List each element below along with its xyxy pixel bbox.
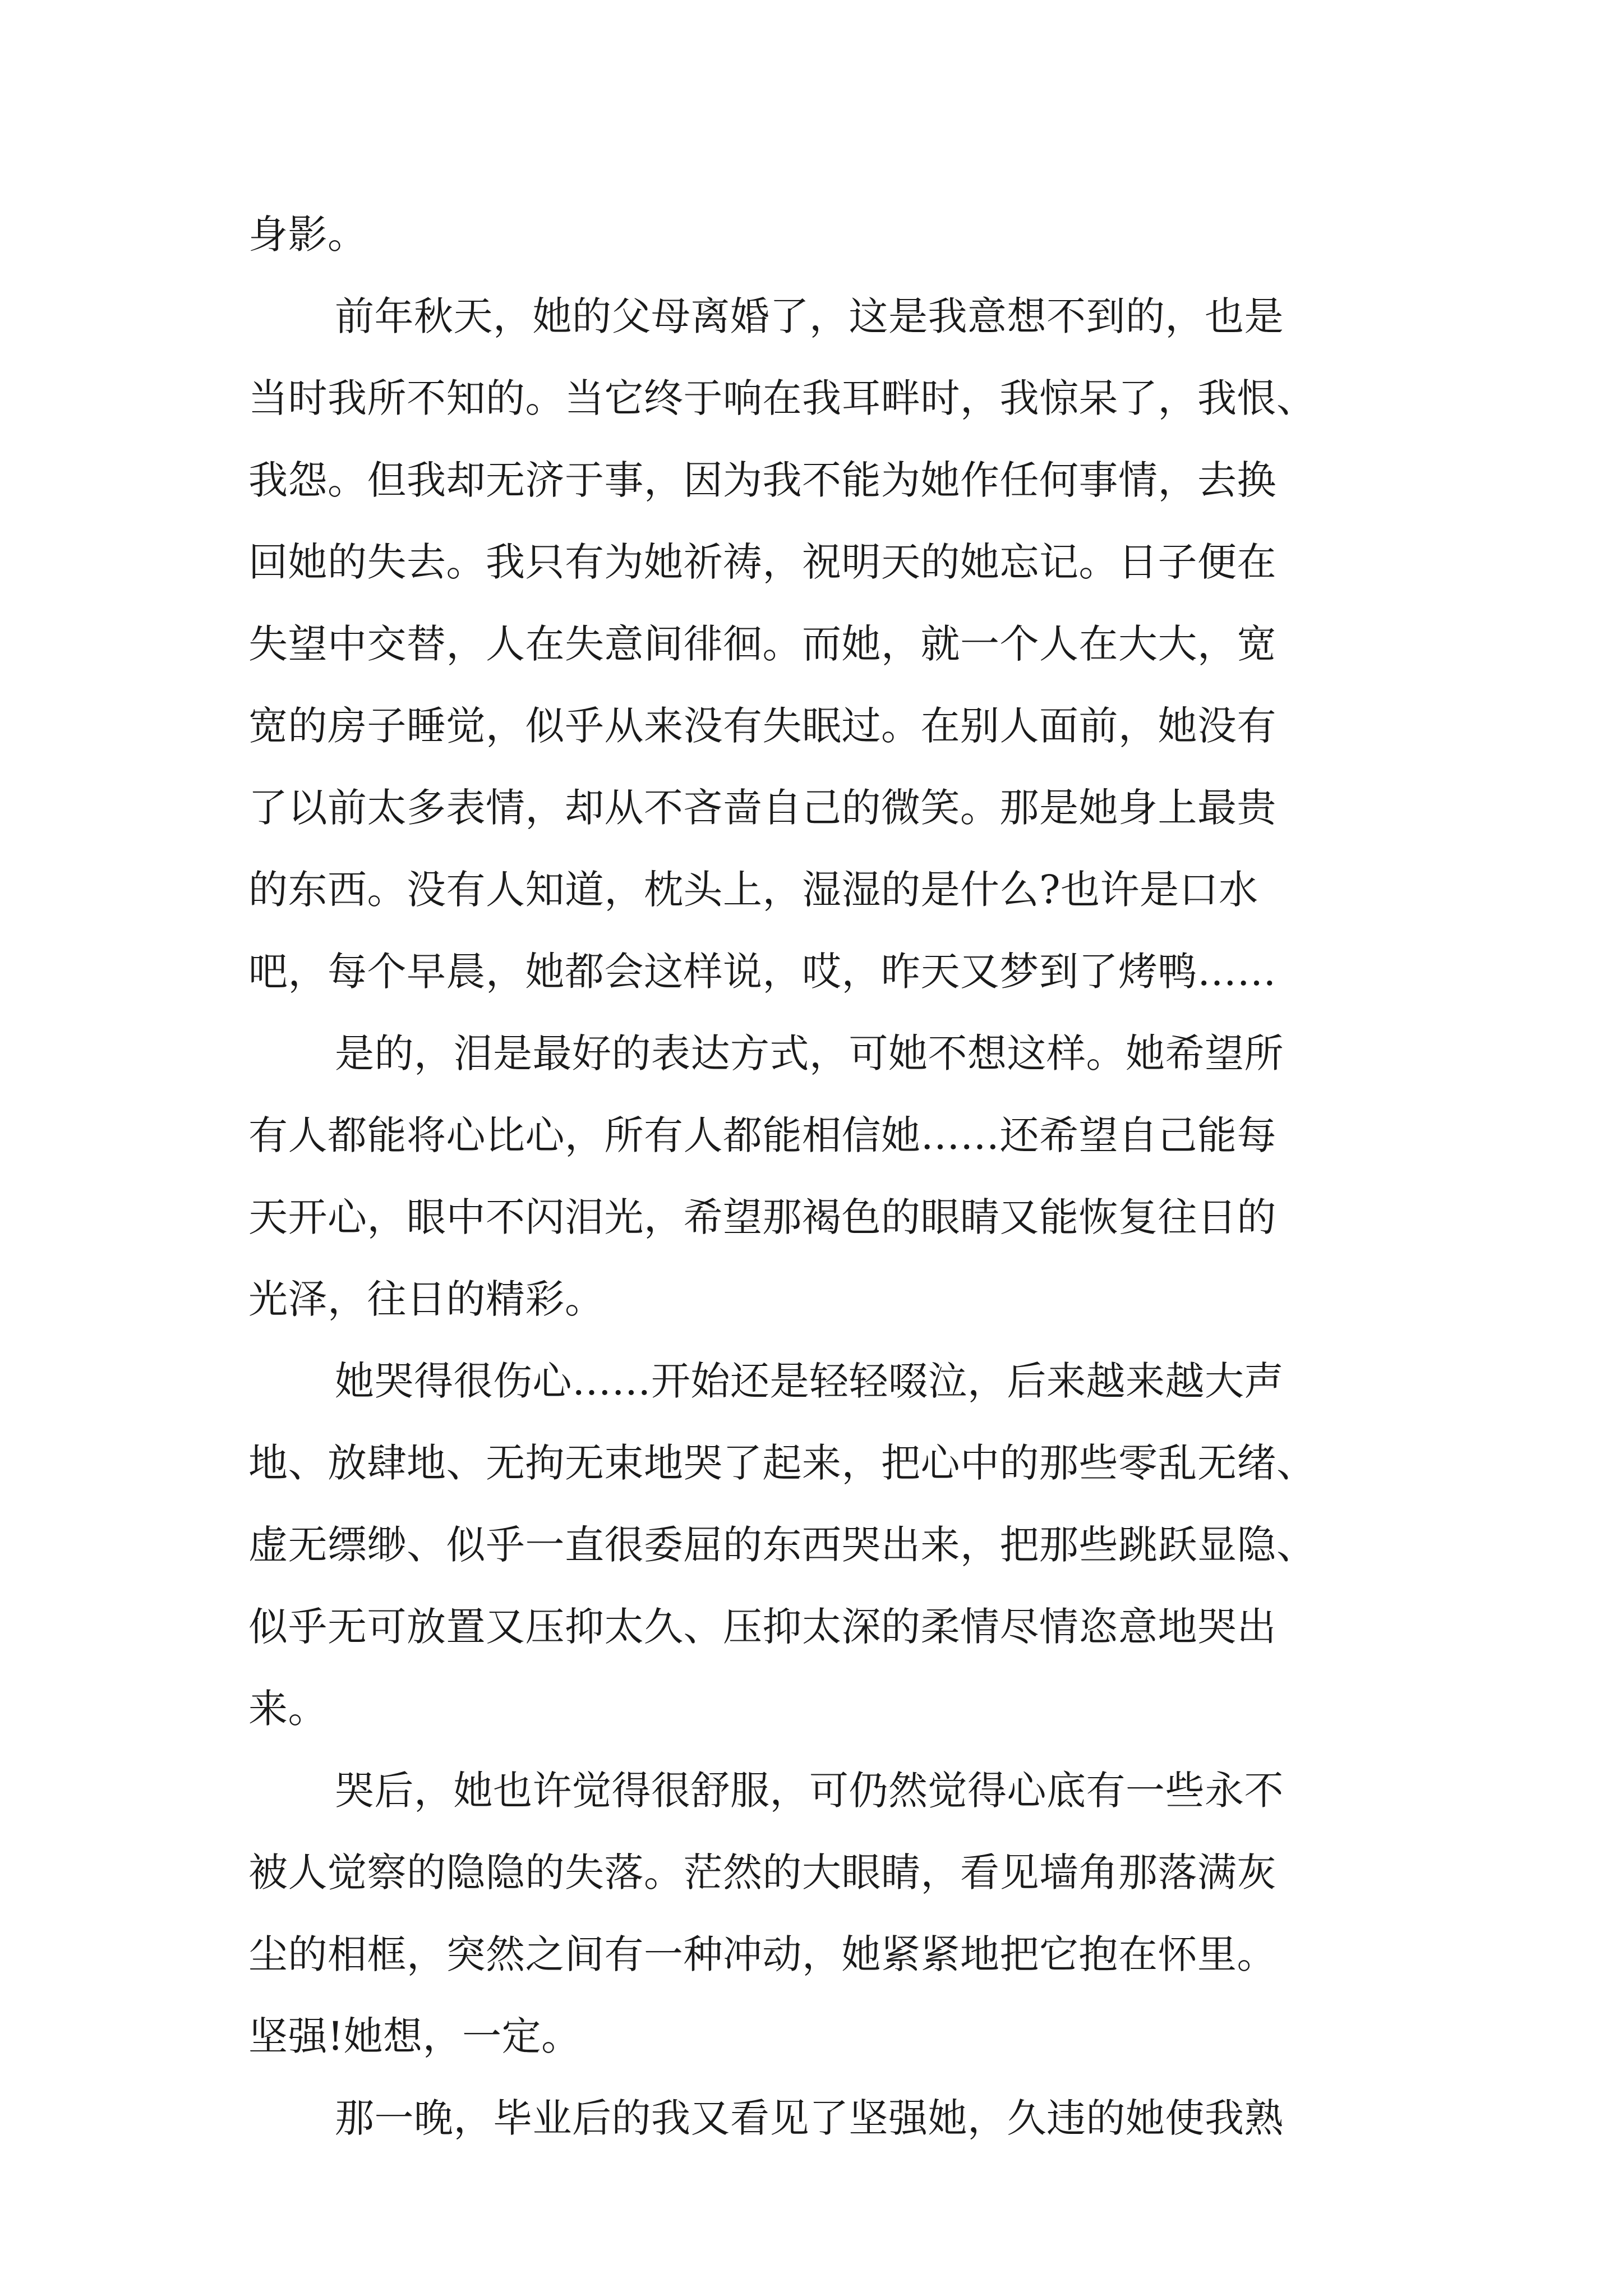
text-line: 是的，泪是最好的表达方式，可她不想这样。她希望所 — [335, 1030, 1284, 1076]
text-line: 被人觉察的隐隐的失落。茫然的大眼睛，看见墙角那落满灰 — [248, 1849, 1276, 1895]
text-line: 哭后，她也许觉得很舒服，可仍然觉得心底有一些永不 — [335, 1768, 1284, 1814]
text-line: 的东西。没有人知道，枕头上，湿湿的是什么?也许是口水 — [248, 867, 1258, 913]
text-line: 那一晚，毕业后的我又看见了坚强她，久违的她使我熟 — [335, 2095, 1284, 2141]
text-line: 失望中交替，人在失意间徘徊。而她，就一个人在大大，宽 — [248, 621, 1276, 667]
text-line: 地、放肆地、无拘无束地哭了起来，把心中的那些零乱无绪、 — [248, 1440, 1316, 1486]
text-line: 回她的失去。我只有为她祈祷，祝明天的她忘记。日子便在 — [248, 539, 1276, 585]
text-line: 天开心，眼中不闪泪光，希望那褐色的眼睛又能恢复往日的 — [248, 1194, 1276, 1240]
text-line: 了以前太多表情，却从不吝啬自己的微笑。那是她身上最贵 — [248, 785, 1276, 831]
text-line: 有人都能将心比心，所有人都能相信她……还希望自己能每 — [248, 1112, 1276, 1158]
text-line: 宽的房子睡觉，似乎从来没有失眠过。在别人面前，她没有 — [248, 703, 1276, 749]
text-line: 当时我所不知的。当它终于响在我耳畔时，我惊呆了，我恨、 — [248, 375, 1316, 421]
text-line: 坚强!她想，一定。 — [248, 2013, 581, 2059]
text-line: 前年秋天，她的父母离婚了，这是我意想不到的，也是 — [335, 293, 1284, 339]
text-line: 虚无缥缈、似乎一直很委屈的东西哭出来，把那些跳跃显隐、 — [248, 1522, 1316, 1568]
text-line: 她哭得很伤心……开始还是轻轻啜泣，后来越来越大声 — [335, 1358, 1284, 1404]
text-line: 光泽，往日的精彩。 — [248, 1276, 605, 1322]
body-text — [248, 194, 1393, 2159]
text-line: 身影。 — [248, 211, 367, 257]
text-line: 尘的相框，突然之间有一种冲动，她紧紧地把它抱在怀里。 — [248, 1931, 1276, 1977]
text-line: 吧，每个早晨，她都会这样说，哎，昨天又梦到了烤鸭…… — [248, 949, 1276, 995]
text-line: 似乎无可放置又压抑太久、压抑太深的柔情尽情恣意地哭出 — [248, 1604, 1276, 1650]
text-line: 来。 — [248, 1686, 328, 1732]
text-line: 我怨。但我却无济于事，因为我不能为她作任何事情，去换 — [248, 457, 1276, 503]
